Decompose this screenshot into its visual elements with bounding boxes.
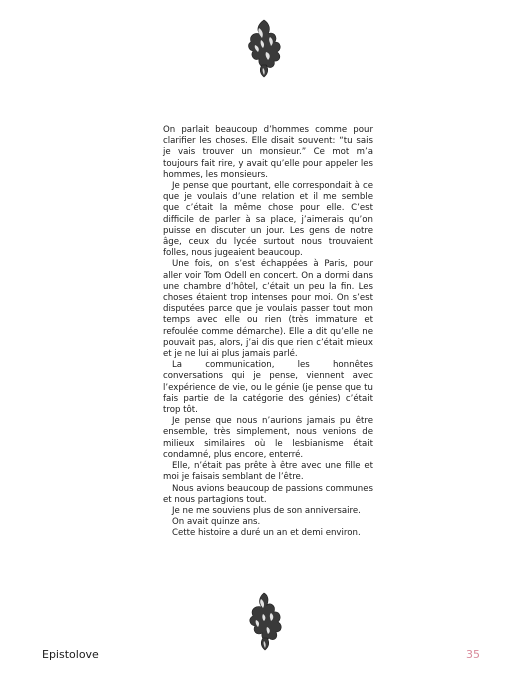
paragraph: Je pense que pourtant, elle correspondait à ce que je voulais d’une relation et il me semble que c’était la même chose pour elle. C’est difficile de parler à sa place, j’aimerais qu’on puisse en discuter un jour. Les gens de notre âge, ceux du lycée surtout nous trouvaient folles, nous jugeaient beaucoup. [163,181,373,259]
floral-ornament-icon [244,18,284,80]
paragraph: La communication, les honnêtes conversations qui je pense, viennent avec l’expérience de vie, ou le génie (je pense que tu fais partie de la catégorie des génies) c’était trop tôt. [163,360,373,416]
page-number: 35 [466,648,480,661]
paragraph: Je pense que nous n’aurions jamais pu être ensemble, très simplement, nous venions de milieux similaires où le lesbianisme était condamné, plus encore, enterré. [163,416,373,460]
floral-ornament-icon [244,590,284,652]
footer-title: Epistolove [42,648,99,661]
paragraph: Je ne me souviens plus de son anniversaire. [172,505,361,516]
paragraph: Elle, n’était pas prête à être avec une fille et moi je faisais semblant de l’être. [163,461,373,483]
paragraph: Nous avions beaucoup de passions communes et nous partagions tout. [163,483,373,505]
paragraph: On parlait beaucoup d’hommes comme pour clarifier les choses. Elle disait souvent: “tu sais je vais trouver un monsieur.” Ce mot m’a toujours fait rire, y avait qu’elle pour appeler les hommes, les monsieurs. [163,125,373,180]
body-text [163,125,373,540]
paragraph: Cette histoire a duré un an et demi environ. [172,528,361,539]
paragraph: Une fois, on s’est échappées à Paris, pour aller voir Tom Odell en concert. On a dormi dans une chambre d’hôtel, c’était un peu la fin. Les choses étaient trop intenses pour moi. On s’est disputées parce que je voulais passer tout mon temps avec elle ou rien (très immature et refoulée comme démarche). Elle a dit qu’elle ne pouvait pas, alors, j’ai dis que rien c’était mieux et je ne lui ai plus jamais parlé. [163,259,373,360]
paragraph: On avait quinze ans. [172,517,261,528]
